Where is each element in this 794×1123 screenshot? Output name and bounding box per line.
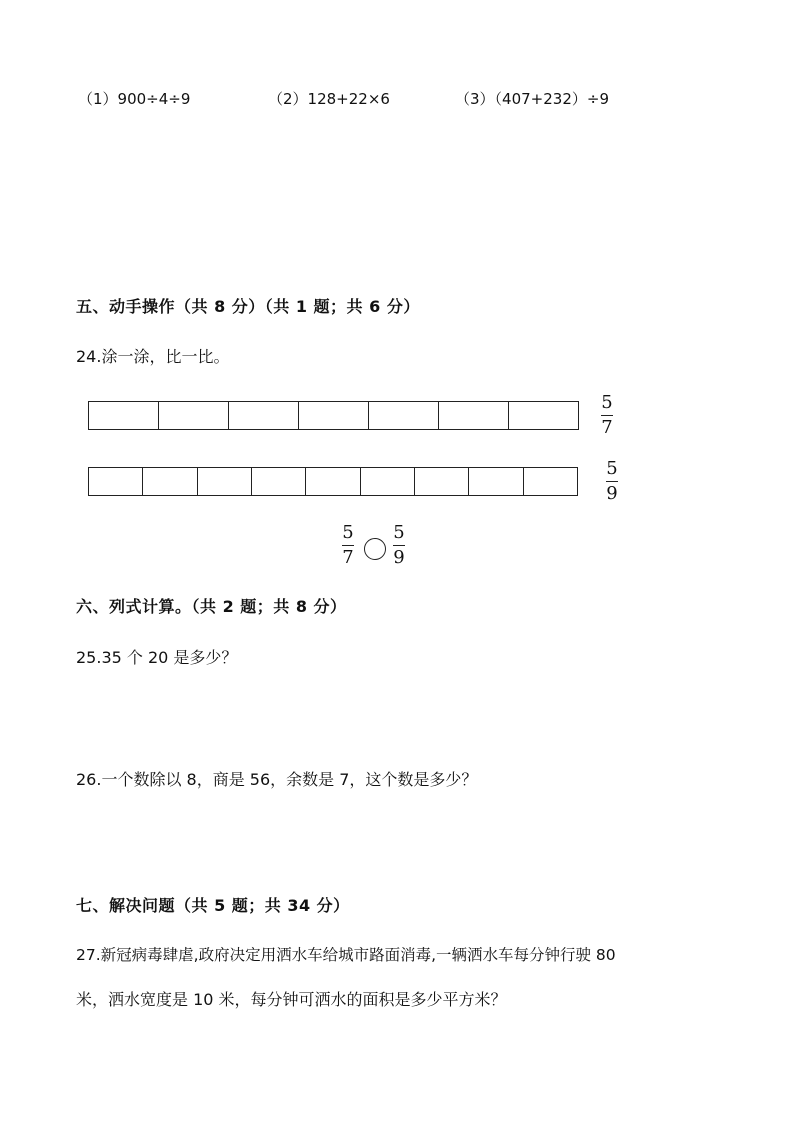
- calc-item-3: （3）（407+232）÷9: [455, 90, 609, 108]
- strip-cell[interactable]: [361, 468, 415, 495]
- strip-cell[interactable]: [89, 402, 159, 429]
- strip-cell[interactable]: [415, 468, 469, 495]
- strip-cell[interactable]: [299, 402, 369, 429]
- fraction-bar: [606, 481, 618, 482]
- strip-cell[interactable]: [229, 402, 299, 429]
- numerator: 5: [393, 522, 405, 543]
- fraction-bar: [342, 545, 354, 546]
- fraction-label-five-ninths: [606, 460, 618, 503]
- strip-cell[interactable]: [439, 402, 509, 429]
- section-6-title: 六、列式计算。（共 2 题；共 8 分）: [76, 597, 347, 616]
- numerator: 5: [342, 522, 354, 543]
- strip-cell[interactable]: [524, 468, 577, 495]
- fraction-bar: [393, 545, 405, 546]
- strip-cell[interactable]: [469, 468, 523, 495]
- question-26: 26.一个数除以 8，商是 56，余数是 7，这个数是多少？: [76, 770, 478, 789]
- strip-cell[interactable]: [198, 468, 252, 495]
- strip-cell[interactable]: [159, 402, 229, 429]
- fraction-bar: [601, 415, 613, 416]
- calc-item-2: （2）128+22×6: [268, 90, 390, 108]
- question-27-line-2: 米，洒水宽度是 10 米，每分钟可洒水的面积是多少平方米？: [76, 990, 507, 1009]
- strip-cell[interactable]: [369, 402, 439, 429]
- strip-cell[interactable]: [143, 468, 197, 495]
- numerator: 5: [601, 392, 613, 413]
- question-27-line-1: 27.新冠病毒肆虐,政府决定用洒水车给城市路面消毒,一辆洒水车每分钟行驶 80: [76, 946, 616, 964]
- question-24: 24.涂一涂，比一比。: [76, 347, 230, 366]
- denominator: 7: [601, 417, 613, 439]
- denominator: 7: [342, 547, 354, 569]
- question-25: 25.35 个 20 是多少？: [76, 648, 238, 667]
- fraction-strip-ninths[interactable]: [88, 467, 578, 496]
- fraction-label-five-sevenths: [601, 394, 613, 437]
- compare-right-fraction: [393, 524, 405, 567]
- strip-cell[interactable]: [509, 402, 578, 429]
- compare-circle-blank[interactable]: [364, 538, 386, 560]
- section-5-title: 五、动手操作（共 8 分）（共 1 题；共 6 分）: [76, 297, 420, 316]
- compare-left-fraction: [342, 524, 354, 567]
- section-7-title: 七、解决问题（共 5 题；共 34 分）: [76, 896, 350, 915]
- strip-cell[interactable]: [306, 468, 360, 495]
- strip-cell[interactable]: [89, 468, 143, 495]
- denominator: 9: [606, 483, 618, 505]
- denominator: 9: [393, 547, 405, 569]
- numerator: 5: [606, 458, 618, 479]
- strip-cell[interactable]: [252, 468, 306, 495]
- fraction-strip-sevenths[interactable]: [88, 401, 579, 430]
- calc-item-1: （1）900÷4÷9: [78, 90, 191, 108]
